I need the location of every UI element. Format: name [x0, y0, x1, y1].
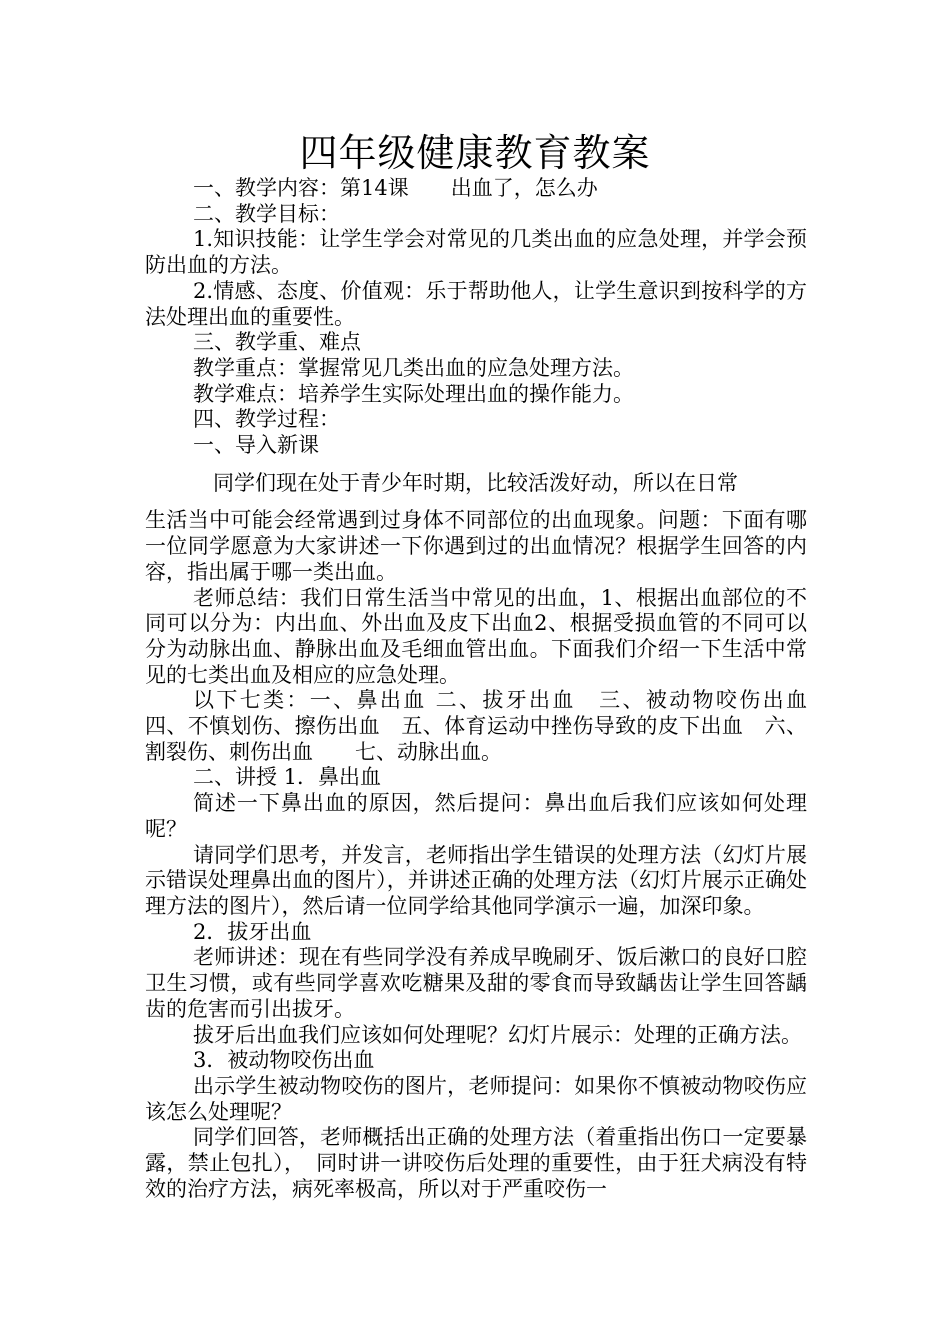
- document-title: 四年级健康教育教案: [299, 131, 651, 175]
- paragraph: 简述一下鼻出血的原因，然后提问：鼻出血后我们应该如何处理呢？: [145, 791, 807, 841]
- paragraph: 3．被动物咬伤出血: [193, 1048, 375, 1073]
- paragraph: 1.知识技能：让学生学会对常见的几类出血的应急处理，并学会预防出血的方法。: [145, 227, 807, 278]
- paragraph: 三、教学重、难点: [193, 330, 361, 355]
- paragraph: 老师讲述：现在有些同学没有养成早晚刷牙、饭后漱口的良好口腔卫生习惯，或有些同学喜欢吃糖果及甜的零食而导致龋齿让学生回答龋齿的危害而引出拔牙。: [145, 945, 807, 1021]
- paragraph: 生活当中可能会经常遇到过身体不同部位的出血现象。问题：下面有哪一位同学愿意为大家讲述一下你遇到过的出血情况？根据学生回答的内容，指出属于哪一类出血。: [145, 508, 807, 584]
- paragraph: 二、教学目标：: [193, 201, 340, 226]
- paragraph: 教学重点：掌握常见几类出血的应急处理方法。: [193, 355, 634, 380]
- paragraph: 同学们回答，老师概括出正确的处理方法（着重指出伤口一定要暴露，禁止包扎）， 同时讲一讲咬伤后处理的重要性，由于狂犬病没有特效的治疗方法，病死率极高，所以对于严重咬伤一: [145, 1125, 807, 1201]
- paragraph: 一、教学内容：第14课 出血了，怎么办: [193, 176, 598, 200]
- paragraph: 出示学生被动物咬伤的图片，老师提问：如果你不慎被动物咬伤应该怎么处理呢？: [145, 1073, 807, 1124]
- paragraph: 拔牙后出血我们应该如何处理呢？幻灯片展示：处理的正确方法。: [193, 1022, 802, 1047]
- paragraph: 二、讲授 1．鼻出血: [193, 765, 382, 790]
- paragraph: 老师总结：我们日常生活当中常见的出血，1、根据出血部位的不同可以分为：内出血、外出血及皮下出血2、根据受损血管的不同可以分为动脉出血、静脉出血及毛细血管出血。下面我们介绍一下生活中常见的七类出血及相应的应急处理。: [145, 585, 807, 687]
- paragraph: 请同学们思考，并发言，老师指出学生错误的处理方法（幻灯片展示错误处理鼻出血的图片），并讲述正确的处理方法（幻灯片展示正确处理方法的图片），然后请一位同学给其他同学演示一遍，加深印象。: [145, 842, 807, 918]
- paragraph: 同学们现在处于青少年时期，比较活泼好动，所以在日常: [213, 470, 738, 495]
- document-body: [145, 176, 828, 1202]
- paragraph: 一、导入新课: [193, 433, 319, 458]
- paragraph: 四、教学过程：: [193, 407, 340, 432]
- paragraph: 教学难点：培养学生实际处理出血的操作能力。: [193, 381, 634, 406]
- paragraph: 2．拔牙出血: [193, 919, 312, 944]
- paragraph: 2.情感、态度、价值观：乐于帮助他人，让学生意识到按科学的方法处理出血的重要性。: [145, 278, 807, 329]
- paragraph: 以下七类：一、鼻出血 二、拔牙出血 三、被动物咬伤出血 四、不慎划伤、擦伤出血 五、体育运动中挫伤导致的皮下出血 六、割裂伤、刺伤出血 七、动脉出血。: [145, 688, 828, 764]
